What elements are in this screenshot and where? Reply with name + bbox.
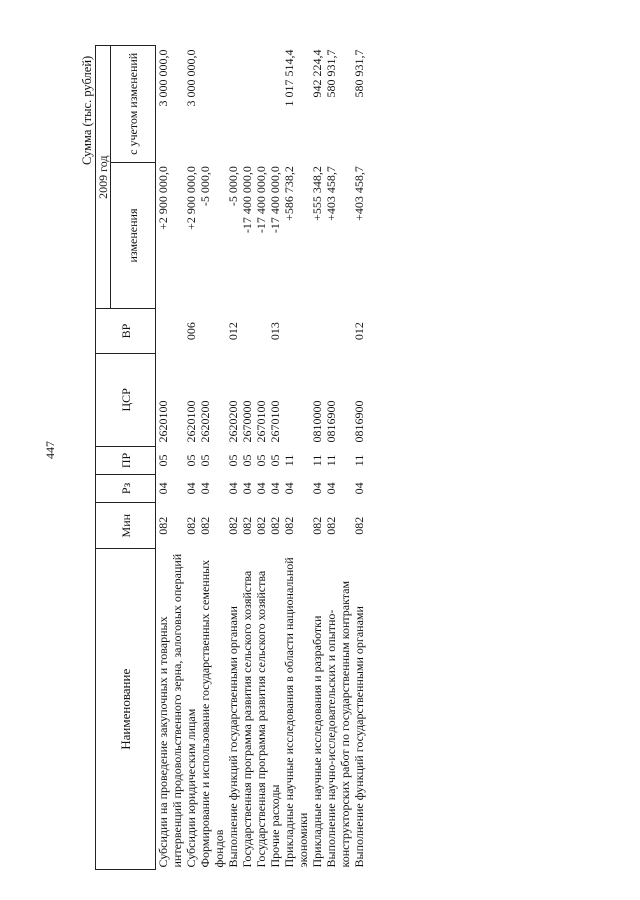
table-body <box>156 46 367 870</box>
table-row <box>282 46 310 870</box>
budget-table <box>95 45 366 870</box>
header-csr: ЦСР <box>96 353 156 446</box>
row-min: 082 <box>268 516 282 535</box>
row-pr: 11 <box>324 454 338 467</box>
row-change: +2 900 000,0 <box>156 166 170 230</box>
row-min: 082 <box>324 516 338 535</box>
row-rz: 04 <box>352 482 366 495</box>
row-rz: 04 <box>254 482 268 495</box>
header-pr: ПР <box>96 446 156 474</box>
row-pr: 05 <box>268 454 282 467</box>
header-with-changes: с учетом изменений <box>111 46 156 163</box>
row-total <box>254 46 268 163</box>
row-csr: 2670100 <box>268 400 282 443</box>
row-vr <box>240 309 254 353</box>
table-row <box>198 46 226 870</box>
row-csr <box>282 353 310 446</box>
row-total: 580 931,7 <box>352 49 366 98</box>
row-min: 082 <box>282 516 296 535</box>
row-total <box>268 46 282 163</box>
row-total <box>198 46 226 163</box>
row-pr: 05 <box>240 454 254 467</box>
row-rz: 04 <box>310 482 324 495</box>
row-pr: 05 <box>184 454 198 467</box>
row-total <box>226 46 240 163</box>
row-total: 942 224,4 <box>310 49 324 98</box>
row-min: 082 <box>254 516 268 535</box>
row-pr: 11 <box>310 454 324 467</box>
row-change: -17 400 000,0 <box>240 166 254 234</box>
table-row <box>156 46 185 870</box>
row-name: Выполнение научно-исследовательских и опытно-конструкторских работ по государственным контрактам <box>324 580 352 868</box>
row-name: Государственная программа развития сельского хозяйства <box>240 570 254 868</box>
row-total: 3 000 000,0 <box>184 49 198 107</box>
row-name: Выполнение функций государственными органами <box>352 606 366 868</box>
row-total <box>240 46 254 163</box>
row-min: 082 <box>198 516 212 535</box>
row-rz: 04 <box>324 482 338 495</box>
row-name: Выполнение функций государственными органами <box>226 606 240 868</box>
row-rz: 04 <box>282 482 296 495</box>
row-total: 1 017 514,4 <box>282 49 296 107</box>
row-rz: 04 <box>268 482 282 495</box>
row-vr <box>324 309 352 353</box>
table-row <box>226 46 240 870</box>
header-min: Мин <box>96 502 156 549</box>
row-name: Субсидии юридическим лицам <box>184 708 198 868</box>
row-csr: 2620200 <box>198 400 212 443</box>
row-csr: 2620100 <box>184 400 198 443</box>
header-name: Наименование <box>96 549 156 870</box>
row-min: 082 <box>310 516 324 535</box>
header-rz: Рз <box>96 474 156 502</box>
table-row <box>240 46 254 870</box>
row-change: -17 400 000,0 <box>268 166 282 234</box>
row-change: +555 348,2 <box>310 166 324 221</box>
header-year: 2009 год <box>96 46 111 309</box>
row-vr <box>254 309 268 353</box>
row-pr: 05 <box>254 454 268 467</box>
row-change: +2 900 000,0 <box>184 166 198 230</box>
row-csr: 0816900 <box>352 400 366 443</box>
table-header <box>96 46 156 870</box>
unit-caption: Сумма (тыс. рублей) <box>80 55 94 165</box>
row-change: +586 738,2 <box>282 166 296 221</box>
table-row <box>324 46 352 870</box>
row-csr: 0816900 <box>324 400 338 443</box>
row-min: 082 <box>240 516 254 535</box>
table-row <box>310 46 324 870</box>
row-vr: 013 <box>268 322 282 341</box>
row-csr: 2670100 <box>254 400 268 443</box>
table-row <box>184 46 198 870</box>
row-csr: 0810000 <box>310 400 324 443</box>
row-change: +403 458,7 <box>324 166 338 221</box>
row-change: -17 400 000,0 <box>254 166 268 234</box>
row-pr: 11 <box>352 454 366 467</box>
row-change: +403 458,7 <box>352 166 366 221</box>
row-name: Прикладные научные исследования и разработки <box>310 615 324 868</box>
row-min: 082 <box>226 516 240 535</box>
table-row <box>352 46 366 870</box>
row-rz: 04 <box>156 482 170 495</box>
row-csr: 2670000 <box>240 400 254 443</box>
row-change: -5 000,0 <box>198 166 212 207</box>
row-vr <box>156 309 185 353</box>
row-change: -5 000,0 <box>226 166 240 207</box>
row-rz: 04 <box>198 482 212 495</box>
row-vr <box>198 309 226 353</box>
row-min: 082 <box>352 516 366 535</box>
row-name: Прочие расходы <box>268 784 282 868</box>
row-pr: 11 <box>282 454 296 467</box>
table-row <box>254 46 268 870</box>
row-vr <box>282 309 310 353</box>
row-name: Субсидии на проведение закупочных и товарных интервенций продовольственного зерна, залоговых операций <box>156 553 184 868</box>
row-pr: 05 <box>198 454 212 467</box>
row-vr: 012 <box>226 322 240 341</box>
row-pr: 05 <box>226 454 240 467</box>
row-name: Государственная программа развития сельского хозяйства <box>254 570 268 868</box>
row-rz: 04 <box>240 482 254 495</box>
header-vr: ВР <box>96 309 156 353</box>
row-vr: 012 <box>352 322 366 341</box>
row-total: 580 931,7 <box>324 49 338 98</box>
row-min: 082 <box>184 516 198 535</box>
row-csr: 2620200 <box>226 400 240 443</box>
row-vr <box>310 309 324 353</box>
row-vr: 006 <box>184 322 198 341</box>
table-row <box>268 46 282 870</box>
row-rz: 04 <box>226 482 240 495</box>
row-min: 082 <box>156 516 170 535</box>
row-name: Прикладные научные исследования в области национальной экономики <box>282 557 310 868</box>
row-name: Формирование и использование государственных семенных фондов <box>198 559 226 868</box>
row-csr: 2620100 <box>156 400 170 443</box>
row-rz: 04 <box>184 482 198 495</box>
row-total: 3 000 000,0 <box>156 49 170 107</box>
page-number: 447 <box>43 441 57 459</box>
row-pr: 05 <box>156 454 170 467</box>
header-changes: изменения <box>111 162 156 309</box>
